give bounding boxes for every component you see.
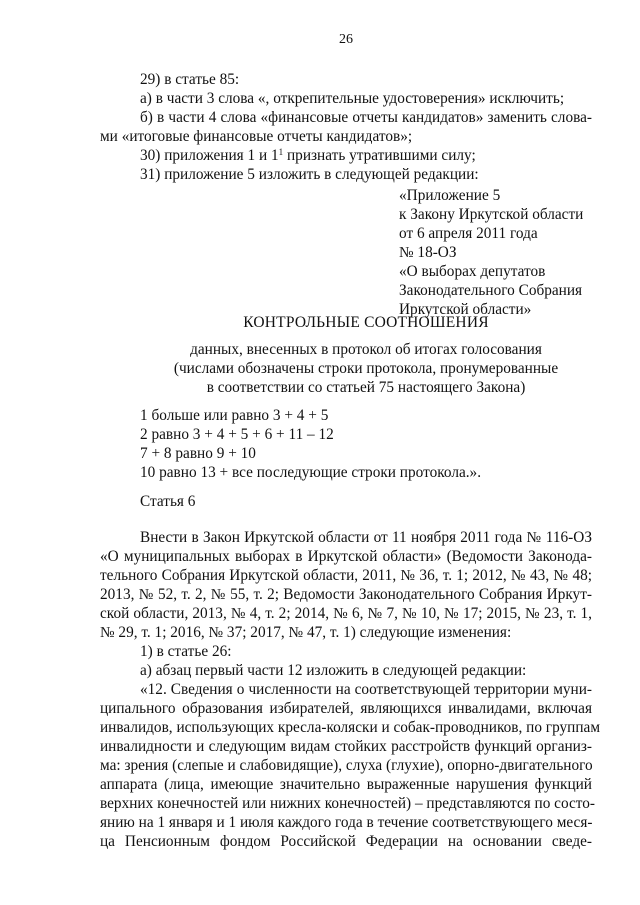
article-line: 2013, № 52, т. 2, № 55, т. 2; Ведомости Законодательного Собрания Иркут- [100,586,592,603]
item-29-b-cont: ми «итоговые финансовые отчеты кандидатов»; [100,128,413,145]
article-line: а) абзац первый части 12 изложить в следующей редакции: [140,662,527,679]
section-subtitle-line: (числами обозначены строки протокола, пронумерованные [173,360,559,377]
article-line: аппарата (лица, имеющие значительно выраженные нарушения функций [100,776,592,793]
item-31: 31) приложение 5 изложить в следующей редакции: [140,166,479,183]
item-30-text-end: признать утратившими силу; [283,147,476,164]
article-line: ципального образования избирателей, являющихся инвалидами, включая [100,700,592,717]
item-30 [140,146,476,165]
article-line: ской области, 2013, № 4, т. 2; 2014, № 6, № 7, № 10, № 17; 2015, № 23, т. 1, [100,605,592,622]
item-29: 29) в статье 85: [140,71,240,88]
relation-line: 7 + 8 равно 9 + 10 [140,445,256,462]
article-line: Внести в Закон Иркутской области от 11 ноября 2011 года № 116-ОЗ [140,529,592,546]
article-heading: Статья 6 [140,493,196,510]
article-line: верхних конечностей или нижних конечностей) – представляются по состо- [100,795,595,812]
appendix-line: Иркутской области» [399,301,532,318]
item-29-a: а) в части 3 слова «, открепительные удостоверения» исключить; [140,90,565,107]
article-line: 1) в статье 26: [140,643,232,660]
relation-line: 2 равно 3 + 4 + 5 + 6 + 11 – 12 [140,426,334,443]
article-line: «12. Сведения о численности на соответствующей территории муни- [140,681,592,698]
article-line: инвалидности и следующим видам стойких расстройств функций организ- [100,738,592,755]
article-line: «О муниципальных выборах в Иркутской области» (Ведомости Законода- [100,548,592,565]
appendix-line: от 6 апреля 2011 года [399,225,538,242]
article-line: № 29, т. 1; 2016, № 37; 2017, № 47, т. 1) следующие изменения: [100,624,512,641]
section-title: КОНТРОЛЬНЫЕ СООТНОШЕНИЯ [243,314,489,331]
item-30-superscript: 1 [278,147,284,157]
page-number: 26 [339,32,353,47]
article-line: янию на 1 января и 1 июля каждого года в течение соответствующего меся- [100,814,593,831]
appendix-line: к Закону Иркутской области [399,206,584,223]
relation-line: 10 равно 13 + все последующие строки протокола.». [140,464,482,481]
appendix-line: Законодательного Собрания [399,282,583,299]
article-line: ца Пенсионным фондом Российской Федерации на основании сведе- [100,833,592,850]
article-line: ма: зрения (слепые и слабовидящие), слуха (глухие), опорно-двигательного [100,757,593,774]
section-subtitle-line: в соответствии со статьей 75 настоящего Закона) [206,379,526,396]
article-line: инвалидов, использующих кресла-коляски и собак-проводников, по группам [100,719,601,736]
article-line: тельного Собрания Иркутской области, 2011, № 36, т. 1; 2012, № 43, № 48; [100,567,592,584]
appendix-line: № 18-ОЗ [399,244,457,261]
item-29-b: б) в части 4 слова «финансовые отчеты кандидатов» заменить слова- [140,109,592,126]
item-30-text: 30) приложения 1 и 1 [140,147,279,164]
appendix-line: «О выборах депутатов [399,263,546,280]
appendix-line: «Приложение 5 [399,187,501,204]
section-subtitle-line: данных, внесенных в протокол об итогах голосования [190,341,542,358]
relation-line: 1 больше или равно 3 + 4 + 5 [140,407,329,424]
